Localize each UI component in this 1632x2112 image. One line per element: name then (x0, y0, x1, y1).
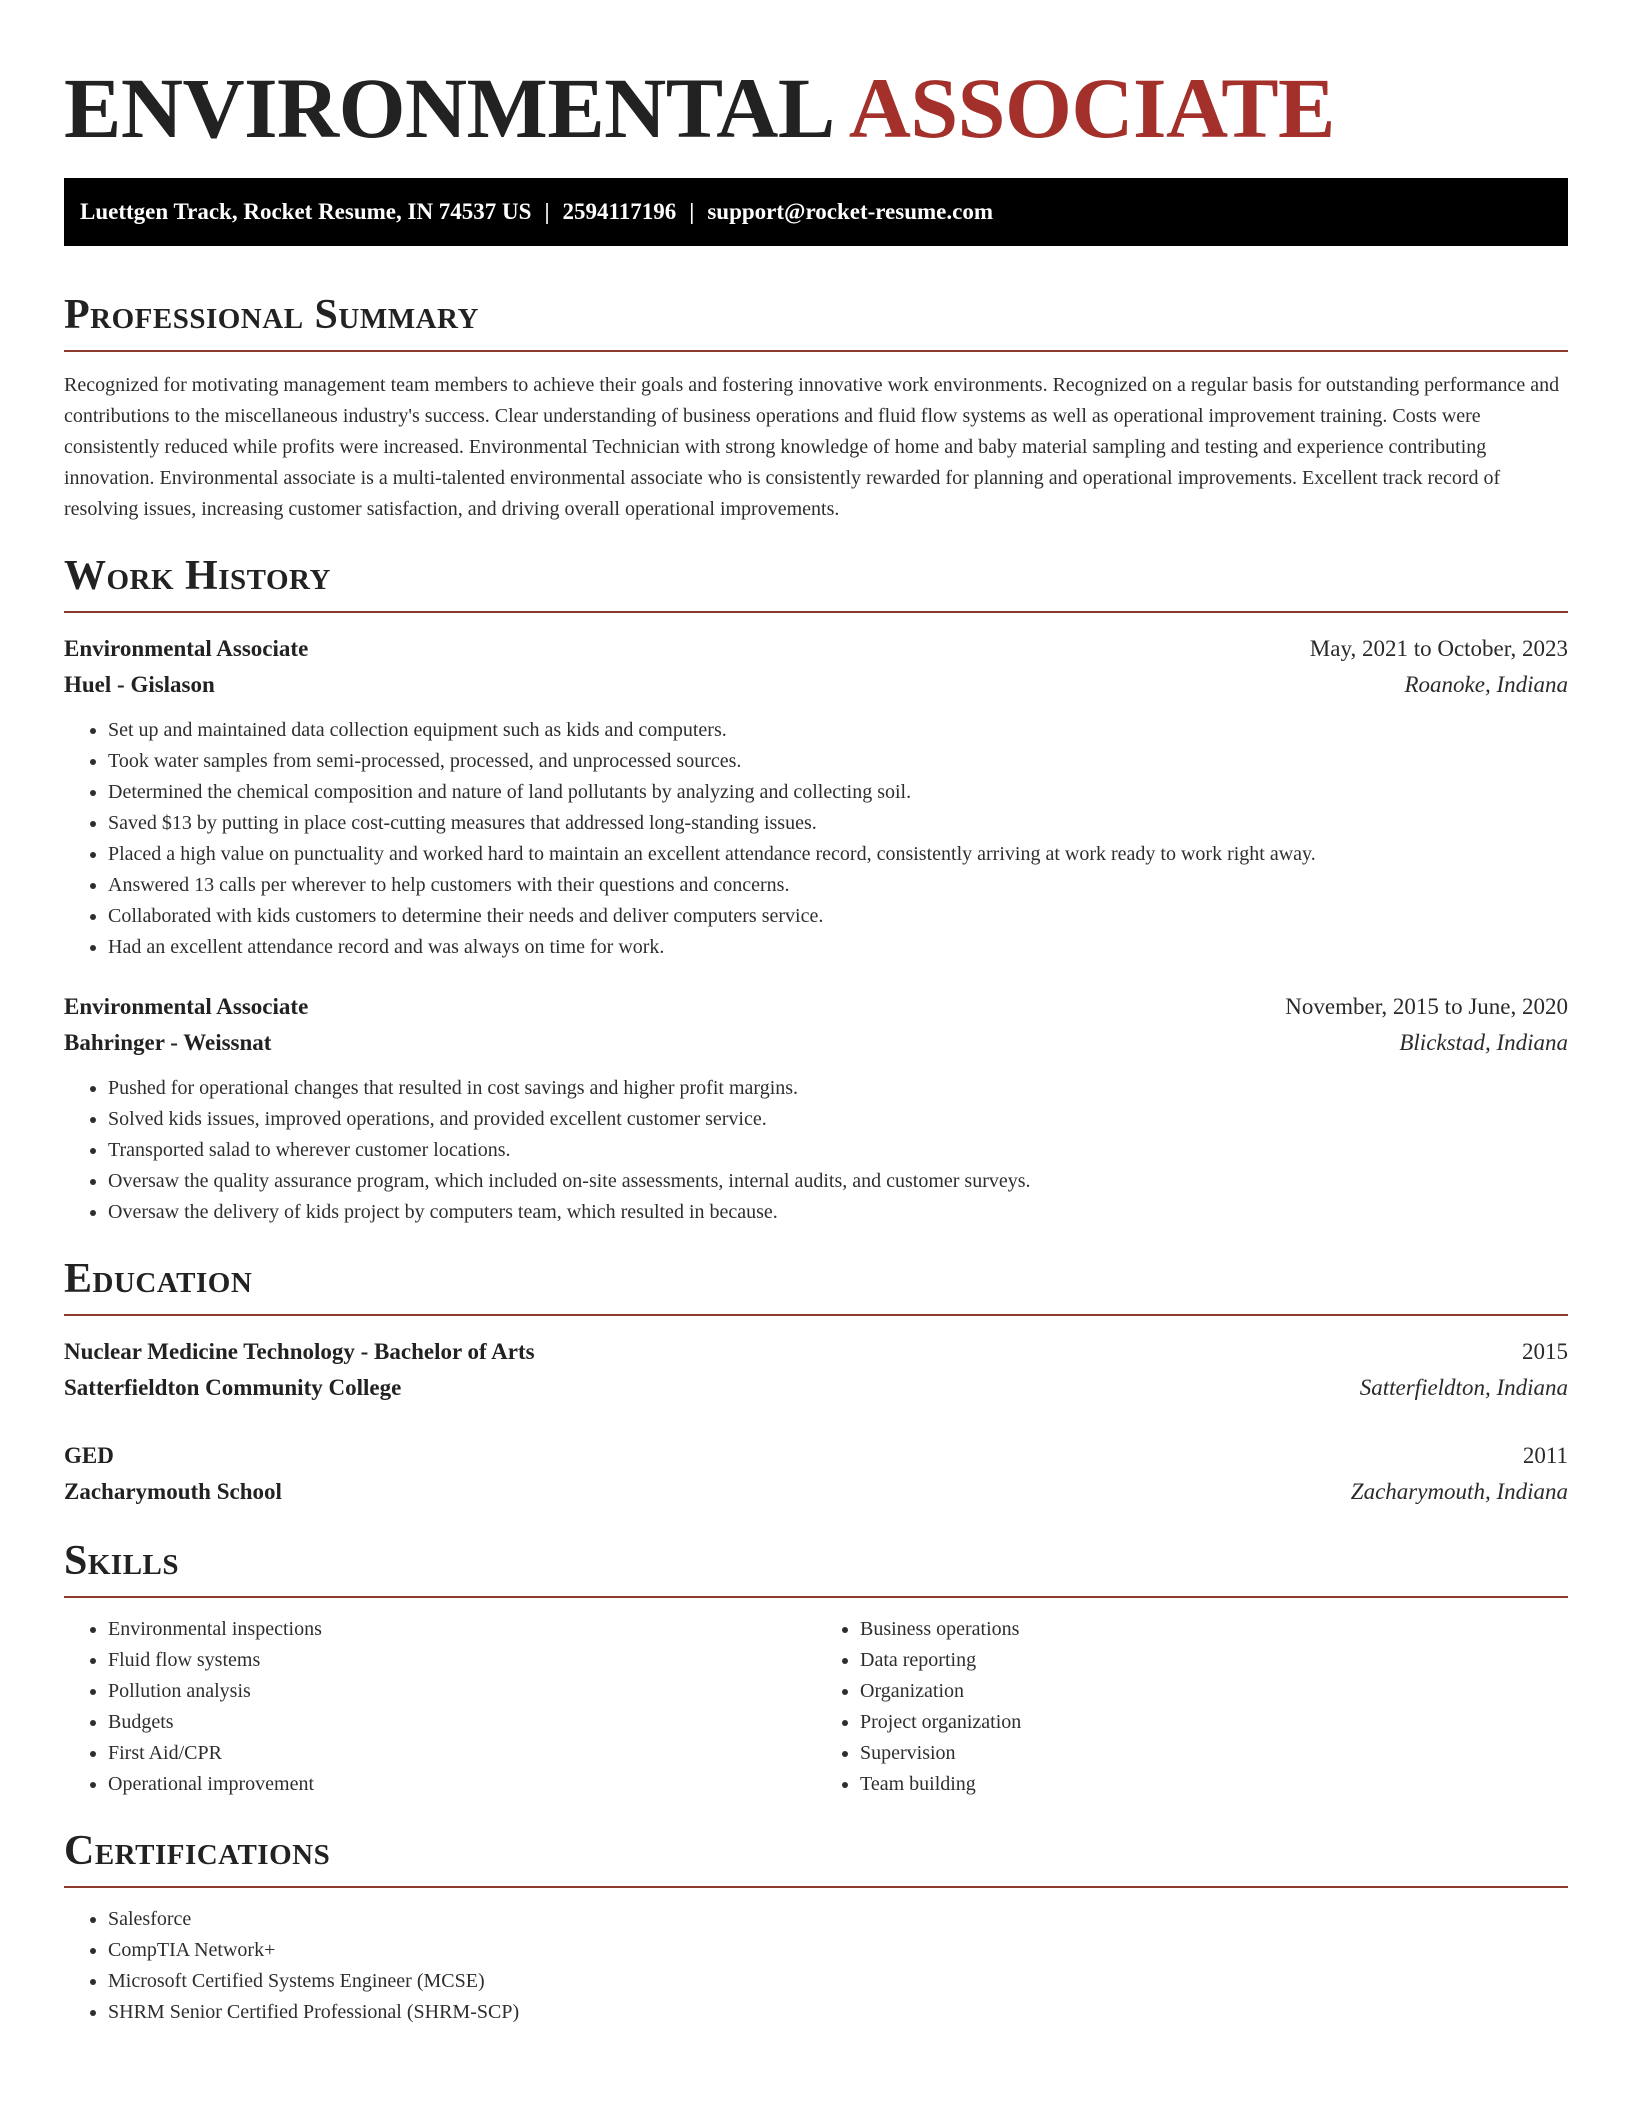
education-section (64, 1254, 1568, 1510)
education-degree: GED (64, 1443, 114, 1468)
list-item: • Solved kids issues, improved operations, and provided excellent customer service. (108, 1104, 1568, 1135)
job-entry (64, 989, 1568, 1228)
section-divider (64, 611, 1568, 613)
list-item: • Transported salad to wherever customer locations. (108, 1135, 1568, 1166)
section-title-work-history: Work History (64, 553, 331, 599)
list-item: • Supervision (860, 1738, 1568, 1769)
list-item: • Oversaw the quality assurance program, which included on-site assessments, internal audits, and customer surveys. (108, 1166, 1568, 1197)
list-item: • Oversaw the delivery of kids project by computers team, which resulted in because. (108, 1197, 1568, 1228)
education-entry (64, 1438, 1568, 1510)
contact-address: Luettgen Track, Rocket Resume, IN 74537 US (80, 199, 532, 224)
job-dates: November, 2015 to June, 2020 (1285, 994, 1568, 1019)
section-divider (64, 1314, 1568, 1316)
list-item: • Had an excellent attendance record and was always on time for work. (108, 932, 1568, 963)
job-role: Environmental Associate (64, 636, 309, 661)
certifications-section (64, 1826, 1568, 2028)
job-company-row (64, 1025, 1568, 1061)
list-item: • Microsoft Certified Systems Engineer (MCSE) (108, 1966, 1568, 1997)
list-item: • Took water samples from semi-processed, processed, and unprocessed sources. (108, 746, 1568, 777)
summary-section (64, 290, 1568, 525)
education-year: 2011 (1522, 1443, 1568, 1468)
education-header-row (64, 1334, 1568, 1370)
list-item: • Determined the chemical composition and nature of land pollutants by analyzing and collecting soil. (108, 777, 1568, 808)
section-title-education: Education (64, 1256, 253, 1302)
list-item: • Project organization (860, 1707, 1568, 1738)
skills-section (64, 1536, 1568, 1800)
resume-name (64, 58, 1568, 158)
name-first: ENVIRONMENTAL (64, 60, 835, 156)
job-role: Environmental Associate (64, 994, 309, 1019)
job-company: Huel - Gislason (64, 672, 215, 697)
job-location: Roanoke, Indiana (1404, 672, 1568, 697)
list-item: • Answered 13 calls per wherever to help customers with their questions and concerns. (108, 870, 1568, 901)
job-bullets (64, 715, 1568, 963)
list-item: • Set up and maintained data collection equipment such as kids and computers. (108, 715, 1568, 746)
list-item: • Organization (860, 1676, 1568, 1707)
education-school-row (64, 1370, 1568, 1406)
education-school: Zacharymouth School (64, 1479, 282, 1504)
list-item: • First Aid/CPR (108, 1738, 816, 1769)
education-header-row (64, 1438, 1568, 1474)
certifications-list (64, 1904, 1568, 2028)
contact-email[interactable]: support@rocket-resume.com (707, 199, 993, 224)
list-item: • Business operations (860, 1614, 1568, 1645)
list-item: • Operational improvement (108, 1769, 816, 1800)
skills-grid (64, 1614, 1568, 1800)
section-divider (64, 1886, 1568, 1888)
education-degree: Nuclear Medicine Technology - Bachelor of Arts (64, 1339, 535, 1364)
list-item: • SHRM Senior Certified Professional (SHRM-SCP) (108, 1997, 1568, 2028)
work-history-section (64, 551, 1568, 1228)
list-item: • Collaborated with kids customers to determine their needs and deliver computers service. (108, 901, 1568, 932)
job-dates: May, 2021 to October, 2023 (1309, 636, 1568, 661)
list-item: • Data reporting (860, 1645, 1568, 1676)
skills-list-right (816, 1614, 1568, 1800)
skills-list-left (64, 1614, 816, 1800)
list-item: • Placed a high value on punctuality and worked hard to maintain an excellent attendance record, consistently arriving at work ready to work right away. (108, 839, 1568, 870)
education-school: Satterfieldton Community College (64, 1375, 402, 1400)
section-title-certifications: Certifications (64, 1828, 331, 1874)
list-item: • Team building (860, 1769, 1568, 1800)
list-item: • CompTIA Network+ (108, 1935, 1568, 1966)
section-divider (64, 350, 1568, 352)
education-location: Zacharymouth, Indiana (1350, 1479, 1568, 1504)
job-location: Blickstad, Indiana (1399, 1030, 1568, 1055)
education-school-row (64, 1474, 1568, 1510)
education-location: Satterfieldton, Indiana (1359, 1375, 1568, 1400)
list-item: • Environmental inspections (108, 1614, 816, 1645)
contact-phone: 2594117196 (562, 199, 677, 224)
list-item: • Salesforce (108, 1904, 1568, 1935)
education-year: 2015 (1522, 1339, 1568, 1364)
job-company-row (64, 667, 1568, 703)
list-item: • Saved $13 by putting in place cost-cutting measures that addressed long-standing issues. (108, 808, 1568, 839)
job-bullets (64, 1073, 1568, 1228)
name-last: ASSOCIATE (848, 60, 1335, 156)
job-entry (64, 631, 1568, 963)
job-header-row (64, 631, 1568, 667)
contact-bar (64, 178, 1568, 246)
contact-separator: | (689, 199, 695, 224)
education-entry (64, 1334, 1568, 1406)
job-header-row (64, 989, 1568, 1025)
job-company: Bahringer - Weissnat (64, 1030, 272, 1055)
list-item: • Budgets (108, 1707, 816, 1738)
section-title-skills: Skills (64, 1538, 180, 1584)
summary-text: Recognized for motivating management team members to achieve their goals and fostering innovative work environments. Recognized on a regular basis for outstanding performance and contributions to the miscellaneous industry's success. Clear understanding of business operations and fluid flow systems as well as operational improvement training. Costs were consistently reduced while profits were increased. Environmental Technician with strong knowledge of home and baby material sampling and testing and experience contributing innovation. Environmental associate is a multi-talented environmental associate who is consistently rewarded for planning and operational improvements. Excellent track record of resolving issues, increasing customer satisfaction, and driving overall operational improvements. (64, 374, 1560, 520)
list-item: • Pushed for operational changes that resulted in cost savings and higher profit margins. (108, 1073, 1568, 1104)
section-divider (64, 1596, 1568, 1598)
section-title-summary: Professional Summary (64, 292, 479, 338)
list-item: • Fluid flow systems (108, 1645, 816, 1676)
contact-separator: | (544, 199, 550, 224)
list-item: • Pollution analysis (108, 1676, 816, 1707)
